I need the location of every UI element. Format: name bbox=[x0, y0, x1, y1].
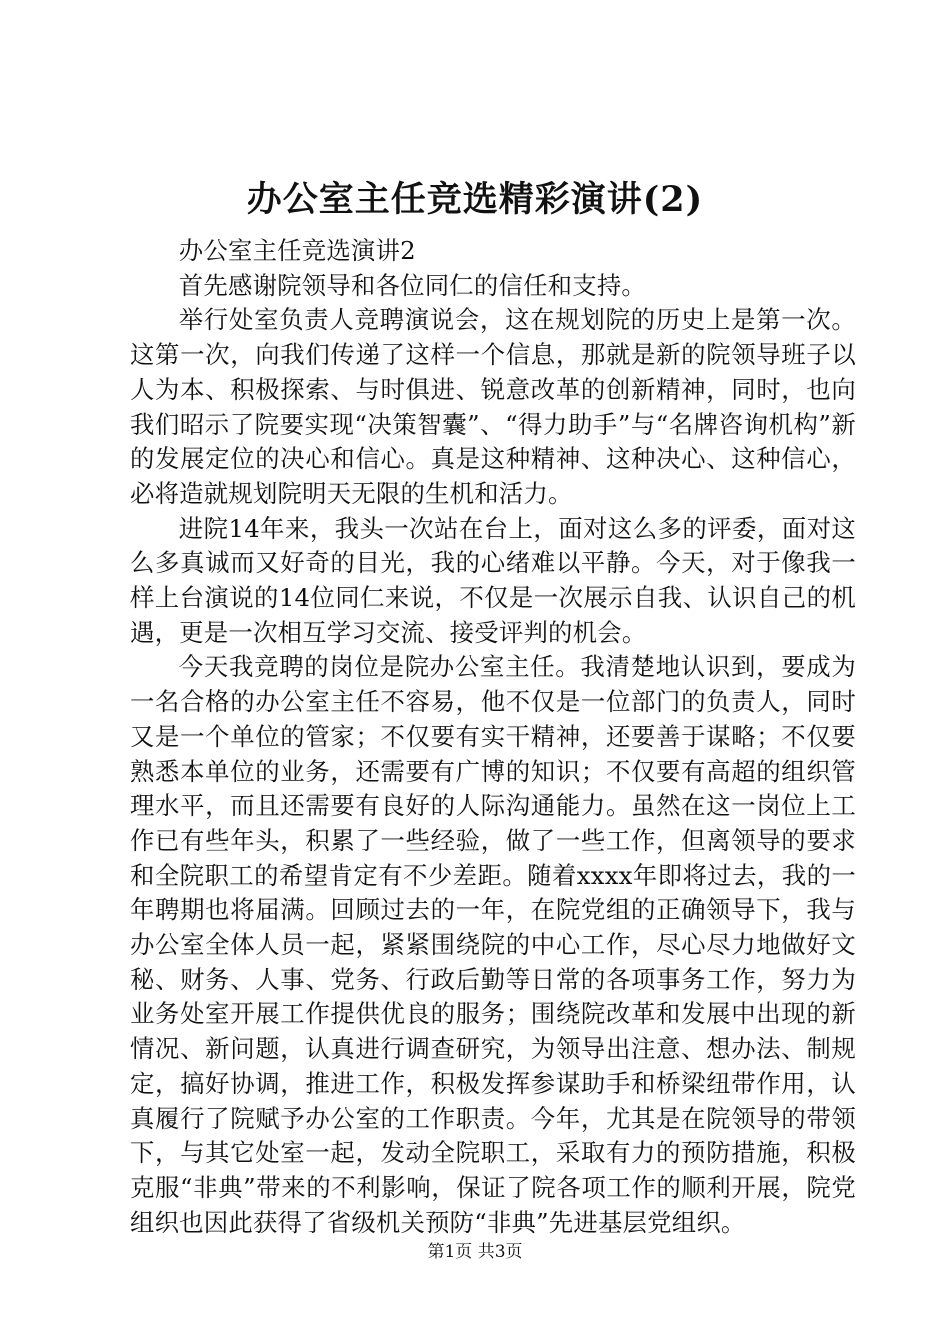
document-body bbox=[130, 234, 856, 1240]
paragraph-fourteen-years: 进院14年来，我头一次站在台上，面对这么多的评委，面对这么多真诚而又好奇的目光，我的心绪难以平静。今天，对于像我一样上台演说的14位同仁来说，不仅是一次展示自我、认识自己的机遇，更是一次相互学习交流、接受评判的机会。 bbox=[130, 513, 856, 647]
document-title: 办公室主任竞选精彩演讲(2) bbox=[246, 179, 704, 220]
paragraph-subtitle: 办公室主任竞选演讲2 bbox=[178, 236, 416, 265]
paragraph-first-time: 举行处室负责人竞聘演说会，这在规划院的历史上是第一次。这第一次，向我们传递了这样一个信息，那就是新的院领导班子以人为本、积极探索、与时俱进、锐意改革的创新精神，同时，也向我们昭示了院要实现“决策智囊”、“得力助手”与“名牌咨询机构”新的发展定位的决心和信心。真是这种精神、这种决心、这种信心，必将造就规划院明天无限的生机和活力。 bbox=[130, 305, 856, 508]
paragraph-thanks: 首先感谢院领导和各位同仁的信任和支持。 bbox=[178, 270, 647, 300]
page-footer: 第1页 共3页 bbox=[427, 1242, 523, 1262]
paragraph-position: 今天我竞聘的岗位是院办公室主任。我清楚地认识到，要成为一名合格的办公室主任不容易，他不仅是一位部门的负责人，同时又是一个单位的管家；不仅要有实干精神，还要善于谋略；不仅要熟悉本单位的业务，还需要有广博的知识；不仅要有高超的组织管理水平，而且还需要有良好的人际沟通能力。虽然在这一岗位上工作已有些年头，积累了一些经验，做了一些工作，但离领导的要求和全院职工的希望肯定有不少差距。随着xxxx年即将过去，我的一年聘期也将届满。回顾过去的一年，在院党组的正确领导下，我与办公室全体人员一起，紧紧围绕院的中心工作，尽心尽力地做好文秘、财务、人事、党务、行政后勤等日常的各项事务工作，努力为业务处室开展工作提供优良的服务；围绕院改革和发展中出现的新情况、新问题，认真进行调查研究，为领导出注意、想办法、制规定，搞好协调，推进工作，积极发挥参谋助手和桥梁纽带作用，认真履行了院赋予办公室的工作职责。今年，尤其是在院领导的带领下，与其它处室一起，发动全院职工，采取有力的预防措施，积极克服“非典”带来的不利影响，保证了院各项工作的顺利开展，院党组织也因此获得了省级机关预防“非典”先进基层党组织。 bbox=[130, 652, 856, 1237]
